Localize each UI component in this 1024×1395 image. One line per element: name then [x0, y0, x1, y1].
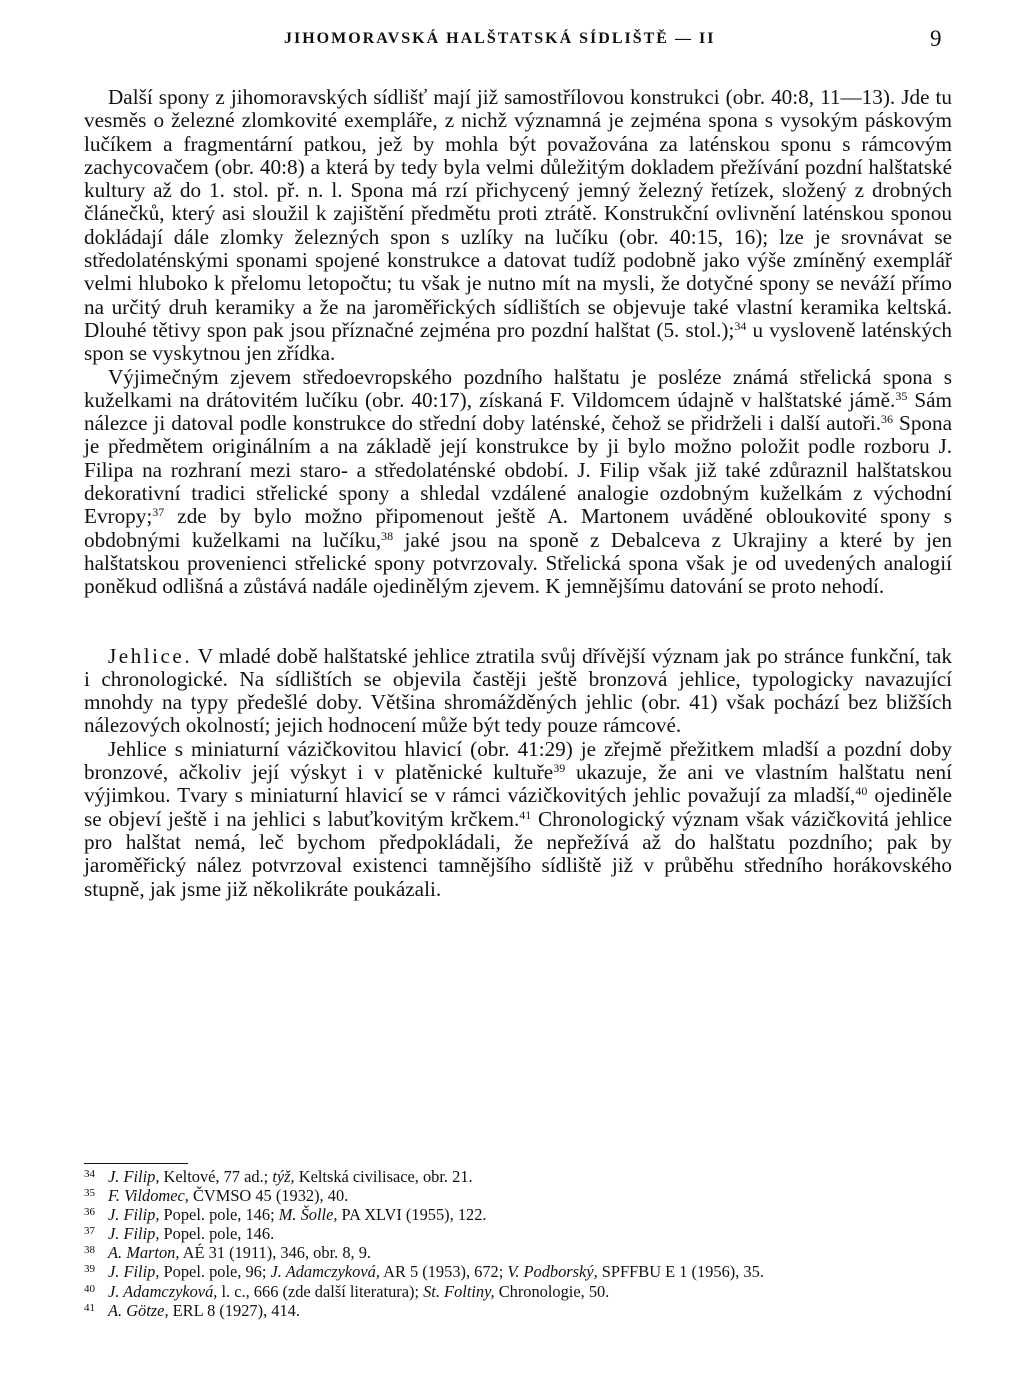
text-run: Chronologický význam však vázičkovitá jehlice pro halštat nemá, leč bychom předpokládali, že nepřežívá až do halštatu pozdního; pak by jaroměřický nález potvrzoval existenci tamnějšího sídliště již v průběhu středního horákovského stupně, jak jsme již několikráte poukázali. — [84, 806, 953, 901]
footnote-34: 34 J. Filip, Keltové, 77 ad.; týž, Keltská civilisace, obr. 21. — [84, 1167, 473, 1186]
footnote-text: ČVMSO 45 (1932), 40. — [188, 1186, 349, 1206]
body-text — [84, 86, 952, 901]
footnote-ref: 40 — [855, 784, 868, 799]
footnote-38: 38 A. Marton, AÉ 31 (1911), 346, obr. 8, 9. — [84, 1243, 372, 1263]
footnote-35: 35 F. Vildomec, ČVMSO 45 (1932), 40. — [84, 1186, 349, 1206]
text-run: Sám nálezce ji datoval podle konstrukce do střední doby laténské, čehož se přidrželi i další autoři. — [84, 387, 952, 436]
footnote-author: J. Filip, — [108, 1167, 160, 1186]
footnote-ref: 34 — [734, 318, 747, 333]
footnote-41: 41 A. Götze, ERL 8 (1927), 414. — [84, 1300, 300, 1320]
running-head: JIHOMORAVSKÁ HALŠTATSKÁ SÍDLIŠTĚ — II — [284, 30, 716, 47]
footnote-ref: 36 — [881, 412, 894, 427]
paragraph-vase-headed-pins — [84, 738, 952, 901]
footnote-36: 36 J. Filip, Popel. pole, 146; M. Šolle, PA XLVI (1955), 122. — [84, 1205, 487, 1225]
footnote-ref: 38 — [381, 528, 394, 543]
footnote-author: V. Podborský, — [507, 1262, 598, 1282]
footnote-author: J. Filip, — [108, 1224, 160, 1244]
footnote-separator — [84, 1163, 188, 1164]
text-run: Výjimečným zjevem středoevropského pozdního halštatu je posléze známá střelická spona s kuželkami na drátovitém lučíku (obr. 40:17), získaná F. Vildomcem údajně v halštatské jámě. — [84, 364, 952, 412]
text-run: ojediněle se objeví ještě i na jehlici s labuťkovitým krčkem. — [84, 783, 953, 831]
footnote-37: 37 J. Filip, Popel. pole, 146. — [84, 1224, 275, 1244]
paragraph-pins-intro — [84, 645, 952, 738]
footnote-ref: 35 — [895, 388, 908, 403]
footnote-author: J. Adamczyková, — [270, 1262, 380, 1282]
text-run: zde by bylo možno připomenout ještě A. Martonem uváděné obloukovité spony s obdobnými kuželkami na lučíku, — [84, 504, 952, 552]
footnote-author: A. Marton, — [108, 1243, 180, 1263]
text-run: Jehlice s miniaturní vázičkovitou hlavicí (obr. 41:29) je zřejmě přežitkem mladší a pozdní doby bronzové, ačkoliv její výskyt i v platěnické kultuře — [84, 736, 952, 785]
footnote-text: SPFFBU E 1 (1956), 35. — [597, 1262, 764, 1282]
text-run: V mladé době halštatské jehlice ztratila svůj dřívější význam jak po stránce funkční, tak i chronologické. Na sídlištích se objevila častěji ještě bronzová jehlice, typologicky navazující mnohdy na typy předešlé doby. Většina shromážděných jehlic (obr. 41) však pochází bez bližších nálezových okolností; jejich hodnocení může být tedy pouze rámcové. — [84, 643, 952, 738]
footnotes — [84, 1167, 952, 1320]
footnote-ref: 39 — [553, 761, 566, 776]
footnote-40: 40 J. Adamczyková, l. c., 666 (zde další literatura); St. Foltiny, Chronologie, 50. — [84, 1281, 610, 1301]
footnote-text: Popel. pole, 146; — [159, 1205, 279, 1225]
footnote-text: Popel. pole, 146. — [159, 1224, 275, 1244]
footnote-text: Keltové, 77 ad.; — [159, 1167, 273, 1186]
footnote-text: ERL 8 (1927), 414. — [168, 1300, 300, 1320]
footnote-author: J. Filip, — [108, 1205, 160, 1225]
footnote-text: l. c., 666 (zde další literatura); — [217, 1281, 424, 1301]
footnote-author: M. Šolle, — [278, 1205, 338, 1225]
footnote-39: 39 J. Filip, Popel. pole, 96; J. Adamczyková, AR 5 (1953), 672; V. Podborský, SPFFBU E 1 (1956), 35. — [84, 1262, 764, 1282]
footnote-author: A. Götze, — [108, 1300, 169, 1320]
text-run: ukazuje, že ani ve vlastním halštatu není výjimkou. Tvary s miniaturní hlavicí se v rámci vázičkovitých jehlic považují za mladší, — [84, 760, 952, 808]
text-run: Spona je předmětem originálním a na základě její konstrukce by ji bylo možno položit podle rozboru J. Filipa na rozhraní mezi staro- a středolaténské období. J. Filip však již také zdůraznil halštatskou dekorativní tradici střelické spony a shledal vzdálené analogie ozdobným kuželkám z východní Evropy; — [84, 411, 952, 529]
footnote-author: J. Adamczyková, — [108, 1281, 218, 1301]
footnote-text: Popel. pole, 96; — [159, 1262, 271, 1282]
page-number: 9 — [930, 26, 942, 51]
footnote-text: PA XLVI (1955), 122. — [337, 1205, 487, 1225]
footnote-text: Chronologie, 50. — [494, 1281, 610, 1301]
text-run: Další spony z jihomoravských sídlišť mají již samostřílovou konstrukci (obr. 40:8, 11—13). Jde tu vesměs o železné zlomkovité exempláře, z nichž významná je zejména spona s vysokým páskovým lučíkem a fragmentární patkou, jež by mohla být považována za laténskou sponu s rámcovým zachycovačem (obr. 40:8) a která by tedy byla velmi důležitým dokladem přežívání pozdní halštatské kultury až do 1. stol. př. n. l. Spona má rzí přichycený jemný železný řetízek, složený z drobných článečků, který asi sloužil k zajištění předmětu proti ztrátě. Konstrukční ovlivnění laténskou sponou dokládají dále zlomky železných spon s uzlíky na lučíku (obr. 40:15, 16); lze je srovnávat se středolaténskými sponami spojené konstrukce a datovat tudíž podobně jako výše zmíněný exemplář velmi hluboko k přelomu letopočtu; tu však je nutno mít na mysli, že dotyčné spony se neváží přímo na určitý druh keramiky a že na jaroměřických sídlištích se objevuje také vlastní keramika keltská. Dlouhé tětivy spon pak jsou příznačné zejména pro pozdní halštat (5. stol.); — [84, 85, 952, 342]
footnote-author: týž, — [272, 1167, 295, 1186]
text-run: jaké jsou na sponě z Debalceva z Ukrajiny a které by jen halštatskou provenienci střelické spony potvrzovaly. Střelická spona však je od uvedených analogií poněkud odlišná a zůstává nadále ojedinělým zjevem. K jemnějšímu datování se proto nehodí. — [84, 527, 953, 599]
footnote-ref: 37 — [152, 505, 165, 520]
footnote-author: St. Foltiny, — [423, 1281, 495, 1301]
text-run: u vysloveně laténských spon se vyskytnou jen zřídka. — [84, 317, 952, 366]
footnote-text: Keltská civilisace, obr. 21. — [294, 1167, 473, 1186]
paragraph-strelice-fibula — [84, 366, 952, 599]
footnote-author: J. Filip, — [108, 1262, 160, 1282]
footnote-author: F. Vildomec, — [108, 1186, 189, 1206]
footnote-text: AR 5 (1953), 672; — [379, 1262, 508, 1282]
section-heading-pins: Jehlice. — [108, 643, 193, 668]
footnote-ref: 41 — [519, 807, 532, 822]
footnote-text: AÉ 31 (1911), 346, obr. 8, 9. — [179, 1243, 372, 1263]
paragraph-fibulae-construction — [84, 86, 952, 366]
